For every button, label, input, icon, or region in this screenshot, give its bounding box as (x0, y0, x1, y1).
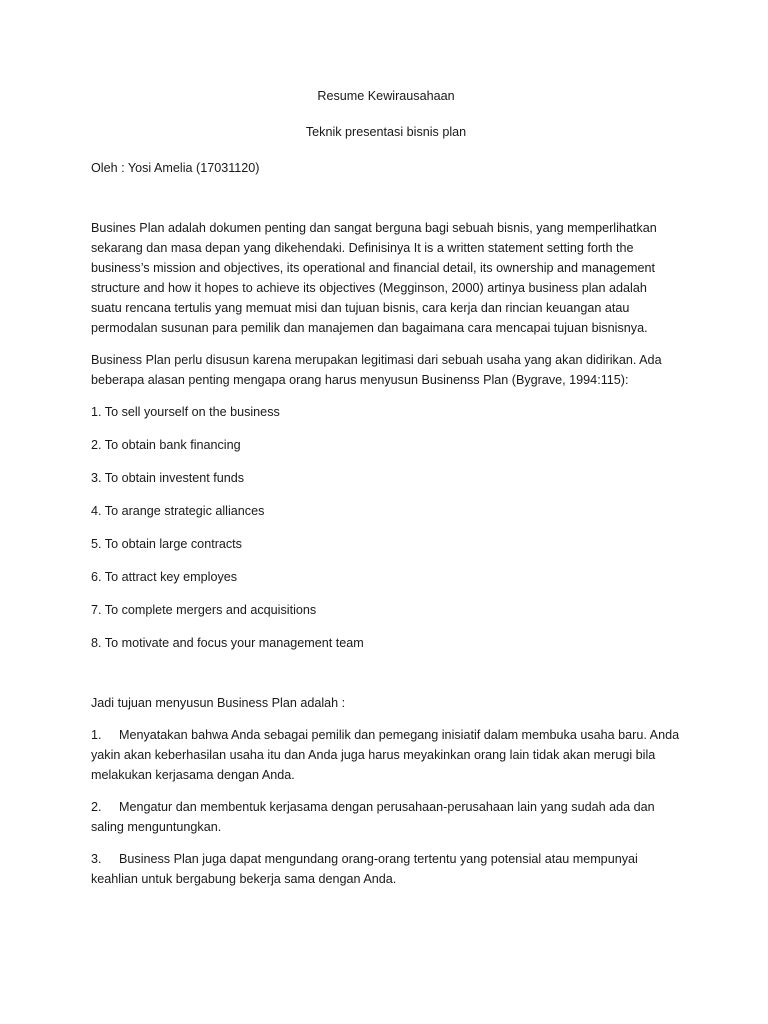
list-item: 7. To complete mergers and acquisitions (91, 603, 317, 617)
spacer (91, 666, 681, 693)
list-item: 1. To sell yourself on the business (91, 405, 280, 419)
goal-number: 2. (91, 800, 102, 814)
paragraph-definition: Busines Plan adalah dokumen penting dan sangat berguna bagi sebuah bisnis, yang memperlihatkan sekarang dan masa depan yang dikehendaki. Definisinya It is a written statement setting forth the business’s mission and objectives, its operational and financial detail, its ownership and management structure and how it hopes to achieve its objectives (Megginson, 2000) artinya business plan adalah suatu rencana tertulis yang memuat misi dan tujuan bisnis, cara kerja dan rincian keuangan atau permodalan susunan para pemilik dan manajemen dan bagaimana cara mencapai tujuan bisnisnya. (91, 221, 657, 335)
goal-text: Menyatakan bahwa Anda sebagai pemilik dan pemegang inisiatif dalam membuka usaha baru. Anda yakin akan keberhasilan usaha itu dan Anda juga harus meyakinkan orang lain tidak akan merugi bila melakukan kerjasama dengan Anda. (91, 728, 680, 782)
document-subtitle: Teknik presentasi bisnis plan (305, 125, 467, 139)
goals-list (91, 725, 681, 889)
list-item: 2. To obtain bank financing (91, 438, 241, 452)
list-item: 6. To attract key employes (91, 570, 238, 584)
document-body (91, 86, 681, 901)
author-line: Oleh : Yosi Amelia (17031120) (91, 161, 260, 175)
goal-number: 1. (91, 728, 102, 742)
document-title: Resume Kewirausahaan (317, 89, 455, 103)
goal-text: Business Plan juga dapat mengundang orang-orang tertentu yang potensial atau mempunyai keahlian untuk bergabung bekerja sama dengan Anda. (91, 852, 638, 886)
list-item: 5. To obtain large contracts (91, 537, 242, 551)
goal-item (91, 849, 681, 889)
conclusion-heading: Jadi tujuan menyusun Business Plan adalah : (91, 696, 346, 710)
list-item: 3. To obtain investent funds (91, 471, 245, 485)
reasons-list (91, 402, 681, 653)
goal-item (91, 797, 681, 837)
list-item: 8. To motivate and focus your management team (91, 636, 364, 650)
list-item: 4. To arange strategic alliances (91, 504, 265, 518)
goal-text: Mengatur dan membentuk kerjasama dengan perusahaan-perusahaan lain yang sudah ada dan saling menguntungkan. (91, 800, 655, 834)
goal-item (91, 725, 681, 785)
goal-number: 3. (91, 852, 102, 866)
paragraph-reasons-intro: Business Plan perlu disusun karena merupakan legitimasi dari sebuah usaha yang akan didirikan. Ada beberapa alasan penting mengapa orang harus menyusun Businenss Plan (Bygrave, 1994:115): (91, 353, 662, 387)
